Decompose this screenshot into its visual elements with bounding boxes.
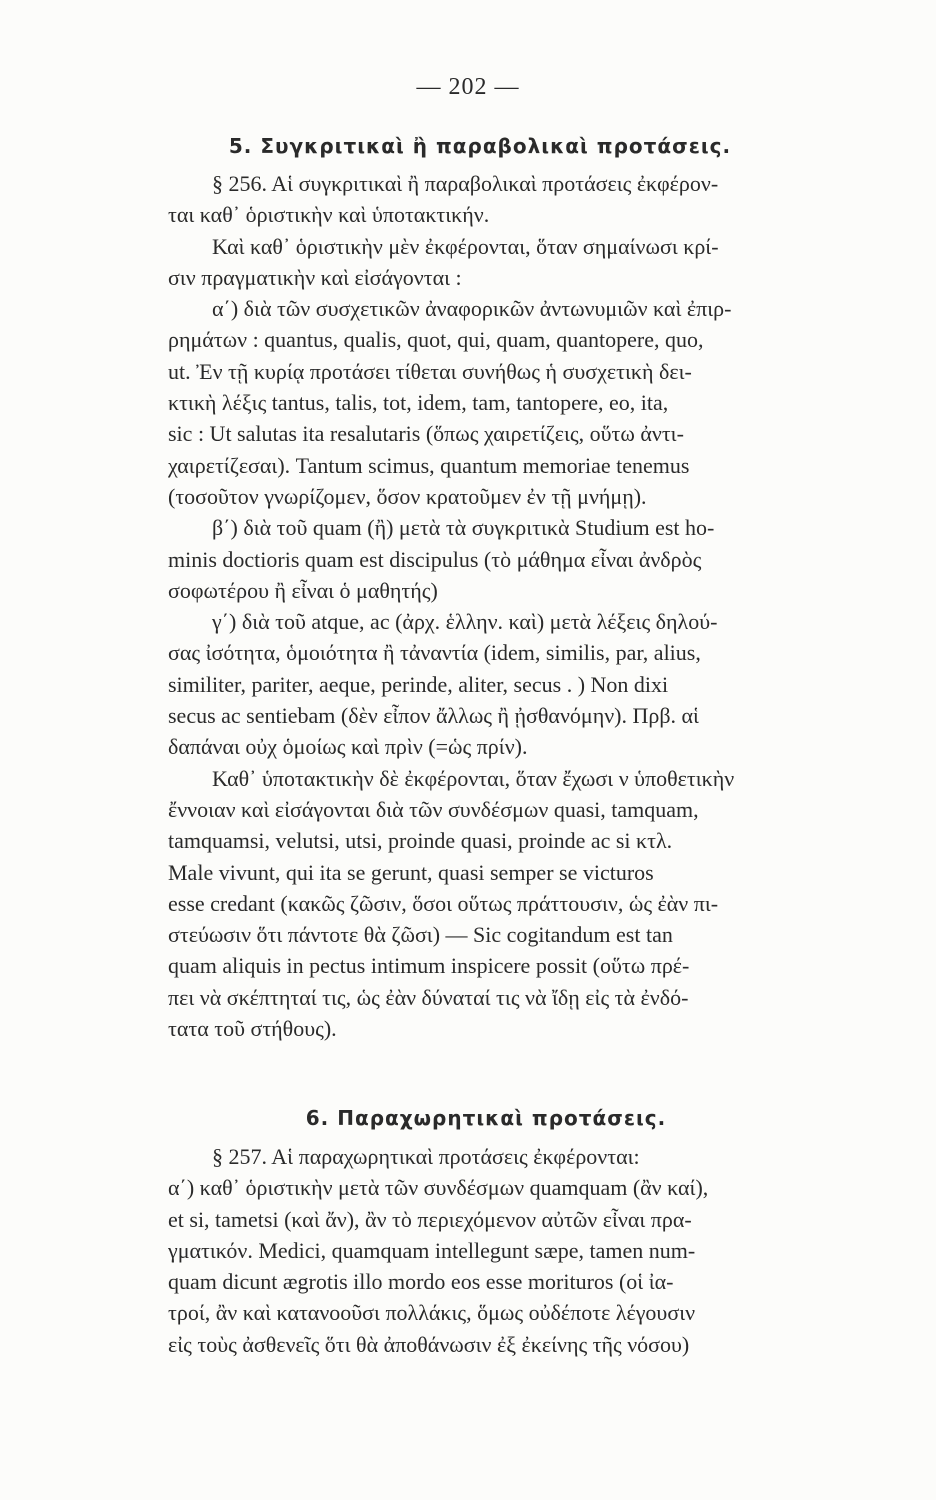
text-line: similiter, pariter, aeque, perinde, aliter, secus . ) Non dixi [168,671,669,697]
text-line: quam aliquis in pectus intimum inspicere possit (οὕτω πρέ- [168,953,690,979]
text-line: δαπάναι οὐχ ὁμοίως καὶ πρὶν (=ὡς πρίν). [168,734,528,760]
text-line: esse credant (κακῶς ζῶσιν, ὅσοι οὕτως πράττουσιν, ὡς ἐὰν πι- [168,890,719,916]
text-line: minis doctioris quam est discipulus (τὸ μάθημα εἶναι ἀνδρὸς [168,546,702,572]
text-line: § 257. Αἱ παραχωρητικαὶ προτάσεις ἐκφέρονται: [212,1144,640,1169]
section-6-body [168,1141,906,1360]
text-line: σας ἰσότητα, ὁμοιότητα ἢ τἀναντία (idem, similis, par, alius, [168,640,701,666]
text-line: et si, tametsi (καὶ ἄν), ἂν τὸ περιεχόμενον αὐτῶν εἶναι πρα- [168,1206,692,1232]
text-line: tamquamsi, velutsi, utsi, proinde quasi, proinde ac si κτλ. [168,828,673,854]
text-line: χαιρετίζεσαι). Tantum scimus, quantum memoriae tenemus [168,452,690,478]
text-line: κτικὴ λέξις tantus, talis, tot, idem, tam, tantopere, eo, ita, [168,390,669,416]
section-5-body [168,168,906,1044]
text-line: secus ac sentiebam (δὲν εἶπον ἄλλως ἢ ᾐσθανόμην). Πρβ. αἱ [168,703,699,729]
text-line: σιν πραγματικὴν καὶ εἰσάγονται : [168,264,462,290]
text-line: σοφωτέρου ἢ εἶναι ὁ μαθητής) [168,577,438,603]
page-number: — 202 — [416,74,520,100]
text-line: στεύωσιν ὅτι πάντοτε θὰ ζῶσι) — Sic cogitandum est tan [168,922,673,948]
text-line: α΄) διὰ τῶν συσχετικῶν ἀναφορικῶν ἀντωνυμιῶν καὶ ἐπιρ- [212,296,732,322]
text-line: § 256. Αἱ συγκριτικαὶ ἢ παραβολικαὶ προτάσεις ἐκφέρον- [212,171,719,196]
section-6-heading: 6. Παραχωρητικαὶ προτάσεις. [305,1106,667,1130]
text-line: Καθ᾽ ὑποτακτικὴν δὲ ἐκφέρονται, ὅταν ἔχωσι ν ὑποθετικὴν [212,765,735,791]
text-line: Male vivunt, qui ita se gerunt, quasi semper se victuros [168,859,654,885]
text-line: ἔννοιαν καὶ εἰσάγονται διὰ τῶν συνδέσμων quasi, tamquam, [168,796,699,822]
text-line: τροί, ἂν καὶ κατανοοῦσι πολλάκις, ὅμως οὐδέποτε λέγουσιν [168,1300,696,1326]
text-line: πει νὰ σκέπτηταί τις, ὡς ἐὰν δύναταί τις νὰ ἴδῃ εἰς τὰ ἐνδό- [168,984,689,1010]
text-line: γ΄) διὰ τοῦ atque, ac (ἀρχ. ἑλλην. καὶ) μετὰ λέξεις δηλού- [212,609,718,635]
text-line: β΄) διὰ τοῦ quam (ἢ) μετὰ τὰ συγκριτικὰ Studium est ho- [212,515,715,541]
text-line: ut. Ἐν τῇ κυρίᾳ προτάσει τίθεται συνήθως ἡ συσχετικὴ δει- [168,358,692,384]
text-line: quam dicunt ægrotis illo mordo eos esse morituros (οἱ ἰα- [168,1269,674,1295]
text-line: γματικόν. Medici, quamquam intellegunt sæpe, tamen num- [168,1237,696,1263]
text-line: α΄) καθ᾽ ὁριστικὴν μετὰ τῶν συνδέσμων quamquam (ἂν καί), [168,1175,709,1201]
text-line: (τοσοῦτον γνωρίζομεν, ὅσον κρατοῦμεν ἐν τῇ μνήμῃ). [168,483,647,509]
section-5-heading: 5. Συγκριτικαὶ ἢ παραβολικαὶ προτάσεις. [228,134,732,158]
text-line: sic : Ut salutas ita resalutaris (ὅπως χαιρετίζεις, οὕτω ἀντι- [168,421,684,447]
text-line: Καὶ καθ᾽ ὁριστικὴν μὲν ἐκφέρονται, ὅταν σημαίνωσι κρί- [212,233,719,259]
text-line: ται καθ᾽ ὁριστικὴν καὶ ὑποτακτικήν. [168,202,490,228]
text-line: εἰς τοὺς ἀσθενεῖς ὅτι θὰ ἀποθάνωσιν ἐξ ἐκείνης τῆς νόσου) [168,1331,690,1357]
text-line: ρημάτων : quantus, qualis, quot, qui, quam, quantopere, quo, [168,327,704,353]
text-line: τατα τοῦ στήθους). [168,1016,337,1042]
